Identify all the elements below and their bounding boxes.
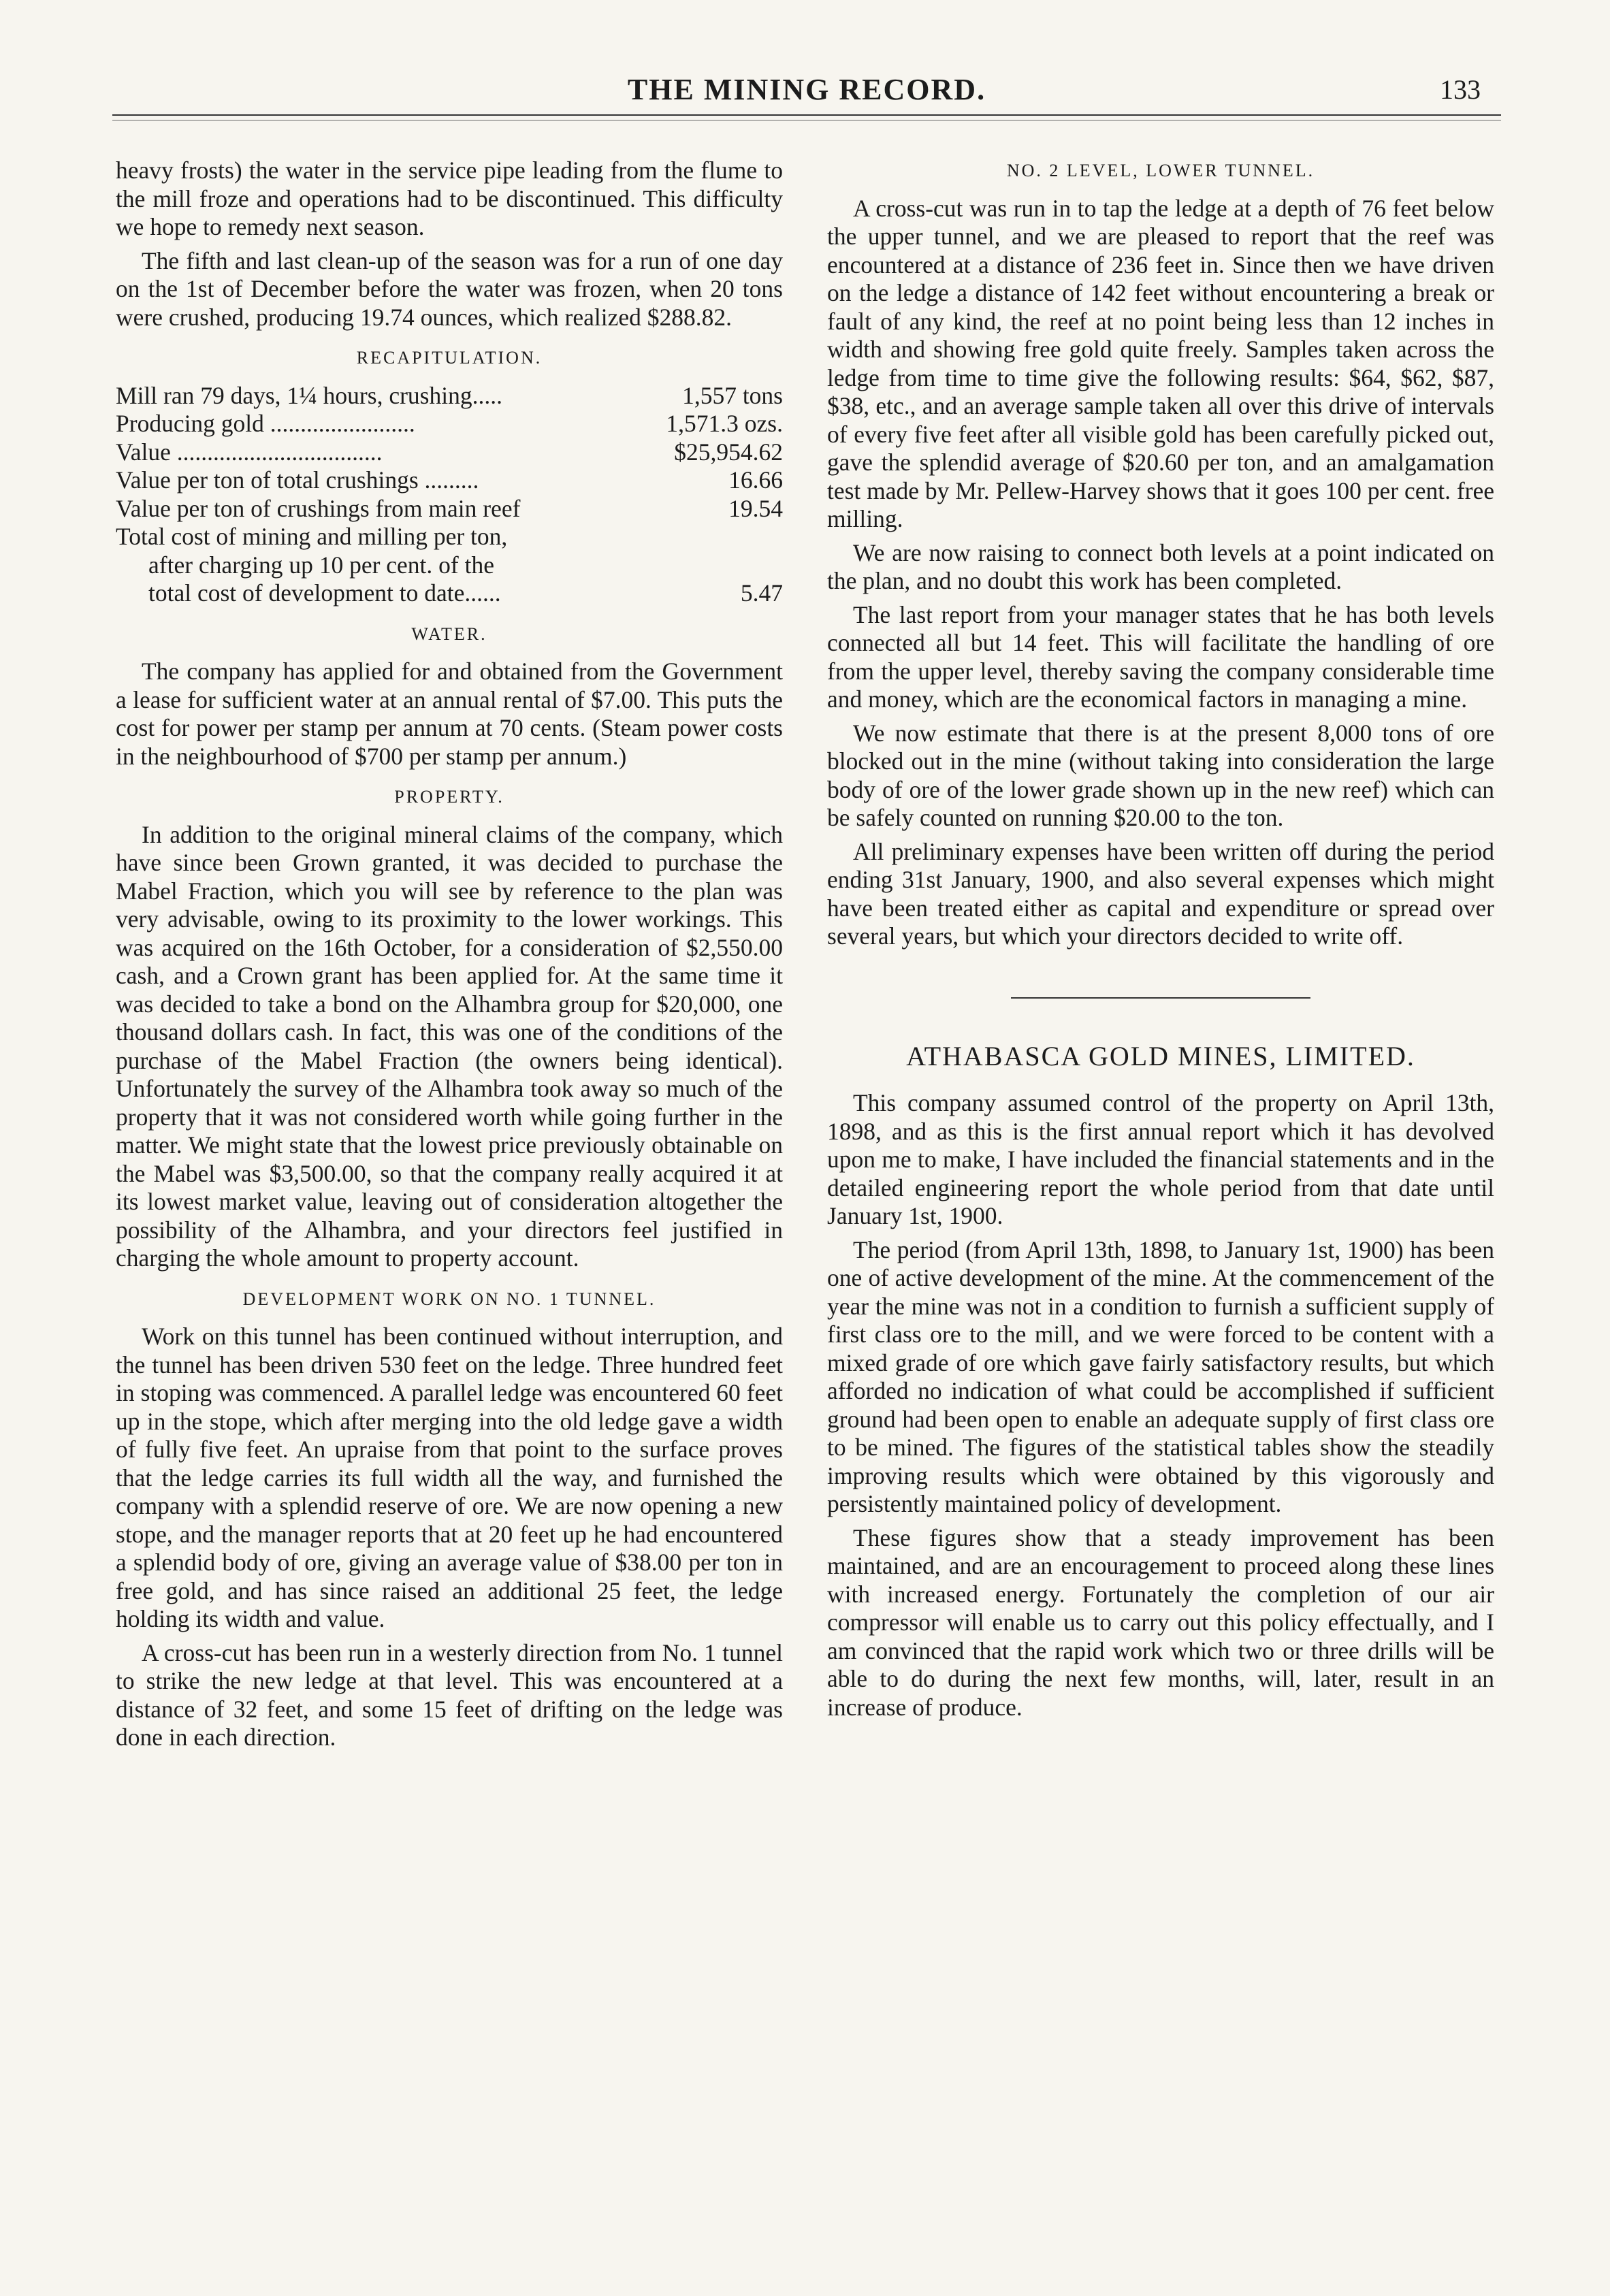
recap-label: Value per ton of crushings from main reef xyxy=(116,494,521,522)
recap-label: Value per ton of total crushings ......... xyxy=(116,466,479,494)
section-heading-development: DEVELOPMENT WORK ON NO. 1 TUNNEL. xyxy=(242,1289,656,1309)
paragraph-development-crosscut: A cross-cut has been run in a westerly direction from No. 1 tunnel to strike the new ledge at that level. This was encountered at a distance of 32 feet, and some 15 feet of drifting on the ledge was done in each direction. xyxy=(116,1638,783,1751)
recap-label: Mill ran 79 days, 1¼ hours, crushing..... xyxy=(116,381,502,409)
paragraph-expenses: All preliminary expenses have been written off during the period ending 31st January, 1900, and also several expenses which might have been treated either as capital and expenditure or spread over several years, but which your directors decided to write off. xyxy=(827,837,1494,950)
paragraph-athabasca-period: The period (from April 13th, 1898, to January 1st, 1900) has been one of active development of the mine. At the commencement of the year the mine was not in a condition to furnish a sufficient supply of first class ore to the mill, and we were forced to be content with a mixed grade of ore which gave fairly satisfactory results, but which afforded no indication of what could be accomplished if sufficient ground had been open to enable an adequate supply of first class ore to be mined. The figures of the statistical tables show the steadily improving results which were obtained by this vigorously and persistently maintained policy of development. xyxy=(827,1235,1494,1517)
table-row xyxy=(116,579,783,608)
section-heading-property: PROPERTY. xyxy=(394,787,504,807)
recap-label: total cost of development to date...... xyxy=(148,579,501,607)
paragraph-intro: heavy frosts) the water in the service pipe leading from the flume to the mill froze and operations had to be discontinued. This difficulty we hope to remedy next season. xyxy=(116,157,783,240)
section-heading-recapitulation: RECAPITULATION. xyxy=(356,348,543,368)
section-heading-water: WATER. xyxy=(411,624,487,644)
paragraph-raising: We are now raising to connect both levels at a point indicated on the plan, and no doubt this work has been completed. xyxy=(827,538,1494,594)
recap-value: 19.54 xyxy=(728,494,783,522)
table-row xyxy=(116,495,783,523)
recap-label: after charging up 10 per cent. of the xyxy=(148,551,494,579)
table-row xyxy=(116,523,783,551)
table-row xyxy=(116,410,783,438)
table-row xyxy=(116,551,783,580)
recap-value: 1,557 tons xyxy=(682,381,783,409)
article-title: ATHABASCA GOLD MINES, LIMITED. xyxy=(906,1040,1415,1071)
paragraph-cleanup: The fifth and last clean-up of the season was for a run of one day on the 1st of December before the water was frozen, when 20 tons were crushed, producing 19.74 ounces, which realized $288.82. xyxy=(116,246,783,331)
paragraph-athabasca-intro: This company assumed control of the property on April 13th, 1898, and as this is the first annual report which it has devolved upon me to make, I have included the financial statements and in the detailed engineering report the whole period from that date until January 1st, 1900. xyxy=(827,1089,1494,1229)
page-header xyxy=(112,65,1501,127)
table-row xyxy=(116,382,783,410)
left-column xyxy=(116,157,783,1758)
table-row xyxy=(116,466,783,495)
recapitulation-table xyxy=(116,382,783,608)
recap-value xyxy=(627,551,783,580)
paragraph-last-report: The last report from your manager states that he has both levels connected all but 14 feet. This will facilitate the handling of ore from the upper level, thereby saving the company considerable time and money, which are the economical factors in managing a mine. xyxy=(827,600,1494,713)
paragraph-property: In addition to the original mineral claims of the company, which have since been Grown granted, it was decided to purchase the Mabel Fraction, which you will see by reference to the plan was very advisable, owing to its proximity to the lower workings. This was acquired on the 16th October, for a consideration of $2,550.00 cash, and a Crown grant has been applied for. At the same time it was decided to take a bond on the Alhambra group for $20,000, one thousand dollars cash. In fact, this was one of the conditions of the purchase of the Mabel Fraction (the owners being identical). Unfortunately the survey of the Alhambra took away so much of the property that it was not considered worth while going further in the matter. We might state that the lowest price previously obtainable on the Mabel was $3,500.00, so that the company really acquired it at its lowest market value, leaving out of consideration altogether the possibility of the Alhambra, and your directors feel justified in charging the whole amount to property account. xyxy=(116,820,783,1272)
right-column xyxy=(827,157,1494,1727)
recap-value xyxy=(627,523,783,551)
recap-label: Value .................................. xyxy=(116,438,383,466)
recap-value: $25,954.62 xyxy=(674,438,783,466)
section-heading-lower-tunnel: NO. 2 LEVEL, LOWER TUNNEL. xyxy=(1006,161,1315,180)
paragraph-athabasca-figures: These figures show that a steady improvement has been maintained, and are an encouragement to proceed along these lines with increased energy. Fortunately the completion of our air compressor will enable us to carry out this policy effectually, and I am convinced that the rapid work which two or three drills will be able to do during the next few months, will, later, result in an increase of produce. xyxy=(827,1523,1494,1721)
recap-value: 5.47 xyxy=(740,579,783,607)
article-separator xyxy=(1011,997,1310,999)
recap-label: Producing gold ........................ xyxy=(116,410,415,437)
paragraph-water: The company has applied for and obtained from the Government a lease for sufficient water at an annual rental of $7.00. This puts the cost for power per stamp per annum at 70 cents. (Steam power costs in the neighbourhood of $700 per stamp per annum.) xyxy=(116,658,783,770)
paragraph-lower-tunnel: A cross-cut was run in to tap the ledge at a depth of 76 feet below the upper tunnel, and we are pleased to report that the reef was encountered at a distance of 236 feet in. Since then we have driven on the ledge a distance of 142 feet without encountering a break or fault of any kind, the reef at no point being less than 12 inches in width and showing free gold quite freely. Samples taken across the ledge from time to time give the following results: $64, $62, $87, $38, etc., and an average sample taken all over this drive of intervals of every five feet after all visible gold has been carefully picked out, gave the splendid average of $20.60 per ton, and an amalgamation test made by Mr. Pellew-Harvey shows that it goes 100 per cent. free milling. xyxy=(827,194,1494,532)
recap-value: 16.66 xyxy=(728,466,783,494)
recap-value: 1,571.3 ozs. xyxy=(666,410,783,437)
recap-label: Total cost of mining and milling per ton, xyxy=(116,523,508,550)
paragraph-estimate: We now estimate that there is at the present 8,000 tons of ore blocked out in the mine (without taking into consideration the large body of ore of the lower grade shown up in the new reef) which can be safely counted on running $20.00 to the ton. xyxy=(827,719,1494,831)
header-rule xyxy=(112,114,1501,116)
journal-title: THE MINING RECORD. xyxy=(627,73,986,106)
page-number: 133 xyxy=(1440,74,1481,105)
table-row xyxy=(116,438,783,467)
paragraph-development-tunnel: Work on this tunnel has been continued without interruption, and the tunnel has been driven 530 feet on the ledge. Three hundred feet in stoping was commenced. A parallel ledge was encountered 60 feet up in the stope, which after merging into the old ledge gave a width of fully five feet. An upraise from that point to the surface proves that the ledge carries its full width all the way, and furnished the company with a splendid reserve of ore. We are now opening a new stope, and the manager reports that at 20 feet up he had encountered a splendid body of ore, giving an average value of $38.00 per ton in free gold, and has since raised an additional 25 feet, the ledge holding its width and value. xyxy=(116,1323,783,1632)
